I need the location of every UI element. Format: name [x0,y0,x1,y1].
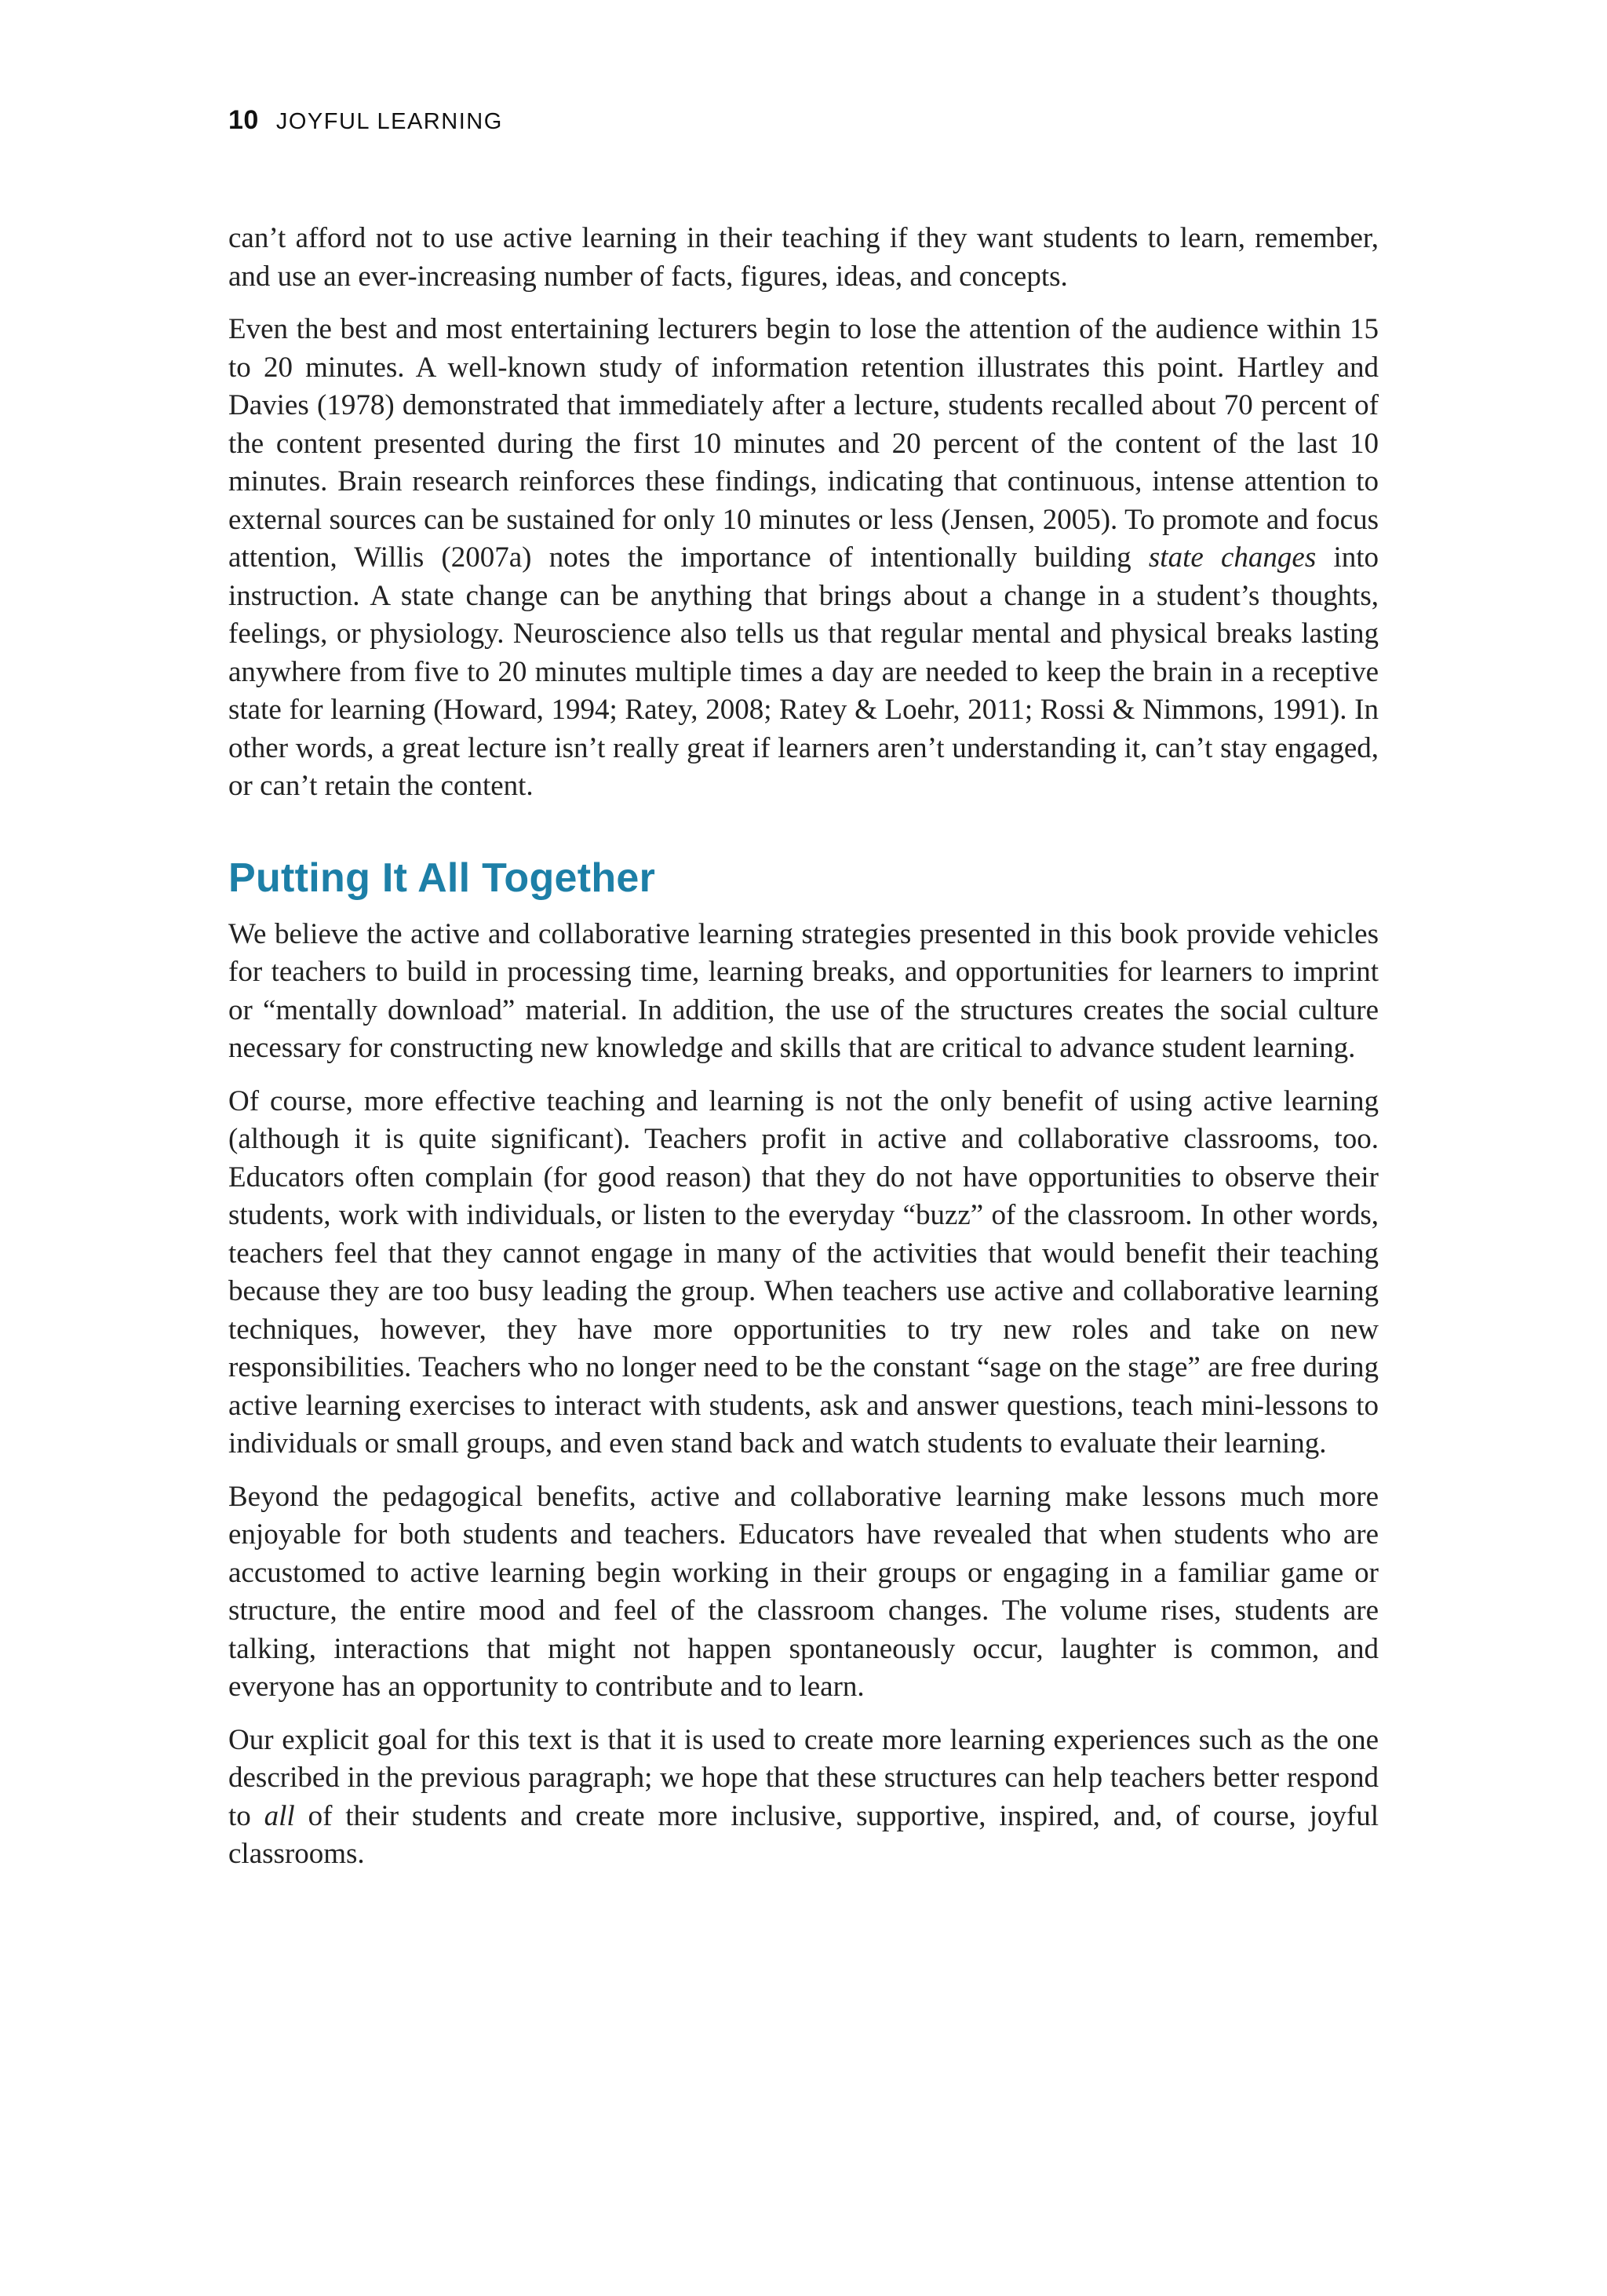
paragraph-continuation: can’t afford not to use active learning in their teaching if they want students to learn, remember, and use an ever-increasing number of facts, figures, ideas, and concepts. [228,222,1379,293]
emphasis-all: all [264,1799,295,1832]
paragraph-text: into instruction. A state change can be anything that brings about a change in a student’s thoughts, feelings, or physiology. Neuroscience also tells us that regular mental and physical breaks lasting anywhere from five to 20 minutes multiple times a day are needed to keep the brain in a receptive state for learning (Howard, 1994; Ratey, 2008; Ratey & Loehr, 2011; Rossi & Nimmons, 1991). In other words, a great lecture isn’t really great if learners aren’t understanding it, can’t stay engaged, or can’t retain the content. [228,541,1379,802]
body-text [228,220,1379,1889]
page-number: 10 [228,105,259,135]
paragraph-enjoyment: Beyond the pedagogical benefits, active and collaborative learning make lessons much more enjoyable for both students and teachers. Educators have revealed that when students who are accustomed to active learning begin working in their groups or engaging in a familiar game or structure, the entire mood and feel of the classroom changes. The volume rises, students are talking, interactions that might not happen spontaneously occur, laughter is common, and everyone has an opportunity to contribute and to learn. [228,1480,1379,1703]
paragraph-text: Our explicit goal for this text is that it is used to create more learning experiences such as the one described in the previous paragraph; we hope that these structures can help teachers better respond to [228,1723,1379,1832]
running-title: JOYFUL LEARNING [275,109,503,134]
paragraph-strategies: We believe the active and collaborative learning strategies presented in this book provide vehicles for teachers to build in processing time, learning breaks, and opportunities for learners to imprint or “mentally download” material. In addition, the use of the structures creates the social culture necessary for constructing new knowledge and skills that are critical to advance student learning. [228,917,1379,1064]
paragraph-teacher-benefits: Of course, more effective teaching and learning is not the only benefit of using active learning (although it is quite significant). Teachers profit in active and collaborative classrooms, too. Educators often complain (for good reason) that they do not have opportunities to observe their students, work with individuals, or listen to the everyday “buzz” of the classroom. In other words, teachers feel that they cannot engage in many of the activities that would benefit their teaching because they are too busy leading the group. When teachers use active and collaborative learning techniques, however, they have more opportunities to try new roles and take on new responsibilities. Teachers who no longer need to be the constant “sage on the stage” are free during active learning exercises to interact with students, ask and answer questions, teach mini-lessons to individuals or small groups, and even stand back and watch students to evaluate their learning. [228,1084,1379,1460]
paragraph-attention-span [228,311,1379,806]
paragraph-text: Even the best and most entertaining lecturers begin to lose the attention of the audience within 15 to 20 minutes. A well-known study of information retention illustrates this point. Hartley and Davies (1978) demonstrated that immediately after a lecture, students recalled about 70 percent of the content presented during the first 10 minutes and 20 percent of the content of the last 10 minutes. Brain research reinforces these findings, indicating that continuous, intense attention to external sources can be sustained for only 10 minutes or less (Jensen, 2005). To promote and focus attention, Willis (2007a) notes the importance of intentionally building [228,313,1379,574]
paragraph-goal [228,1722,1379,1874]
section-heading: Putting It All Together [228,855,656,901]
paragraph-text: of their students and create more inclusive, supportive, inspired, and, of course, joyful classrooms. [228,1799,1379,1870]
running-head [228,105,503,136]
emphasis-state-changes: state changes [1148,541,1317,574]
